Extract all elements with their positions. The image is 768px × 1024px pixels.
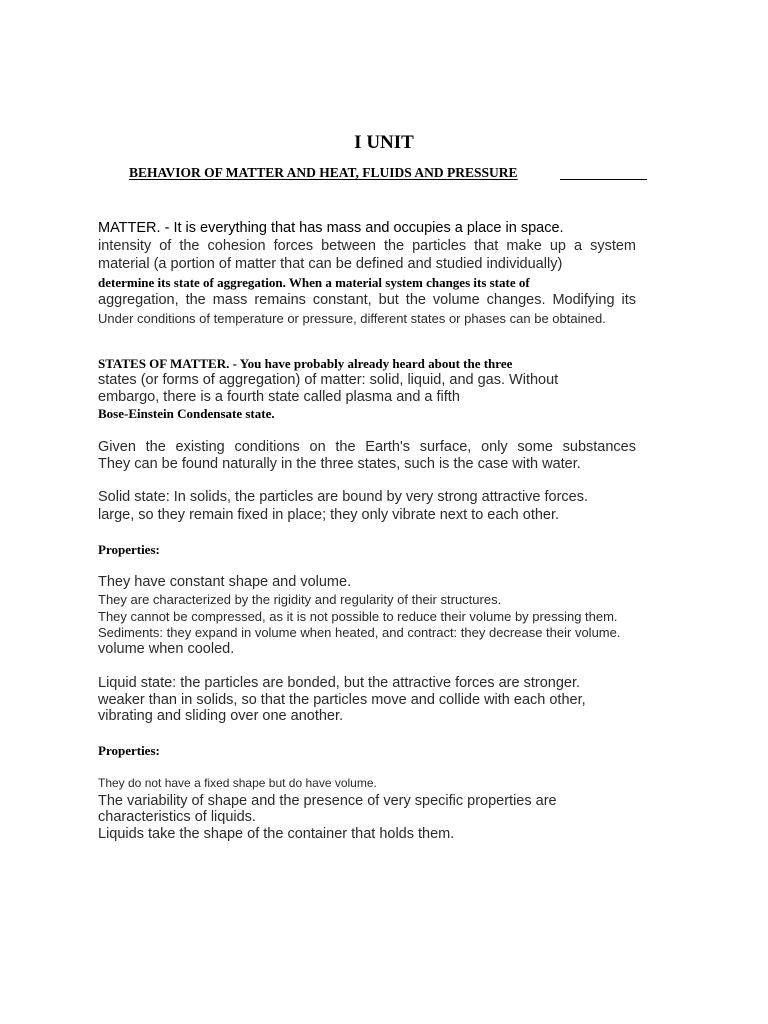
solid-property-1: They have constant shape and volume.: [98, 574, 352, 590]
conditions-line-1: Given the existing conditions on the Earth's surface, only some substances: [98, 439, 636, 455]
liquid-line-1: Liquid state: the particles are bonded, but the attractive forces are stronger.: [98, 675, 581, 691]
section-subtitle: BEHAVIOR OF MATTER AND HEAT, FLUIDS AND PRESSURE: [129, 165, 518, 180]
solid-property-5: volume when cooled.: [98, 641, 235, 657]
conditions-line-2: They can be found naturally in the three states, such is the case with water.: [98, 456, 581, 472]
liquid-line-2: weaker than in solids, so that the particles move and collide with each other,: [98, 692, 586, 708]
subtitle-underline: [560, 179, 647, 180]
matter-line-2: intensity of the cohesion forces between the particles that make up a system: [98, 238, 636, 254]
states-line-3: embargo, there is a fourth state called plasma and a fifth: [98, 389, 460, 405]
matter-line-5: aggregation, the mass remains constant, but the volume changes. Modifying its: [98, 292, 636, 308]
liquid-property-2: The variability of shape and the presence of very specific properties are: [98, 793, 557, 809]
solid-property-3: They cannot be compressed, as it is not possible to reduce their volume by pressing them.: [98, 609, 618, 624]
matter-line-1: MATTER. - It is everything that has mass and occupies a place in space.: [98, 220, 564, 236]
states-line-2: states (or forms of aggregation) of matter: solid, liquid, and gas. Without: [98, 372, 559, 388]
page-title: I UNIT: [354, 132, 414, 153]
states-line-4: Bose-Einstein Condensate state.: [98, 406, 275, 421]
solid-line-2: large, so they remain fixed in place; they only vibrate next to each other.: [98, 507, 560, 523]
solid-line-1: Solid state: In solids, the particles are bound by very strong attractive forces.: [98, 489, 589, 505]
properties-heading-liquid: Properties:: [98, 743, 160, 758]
liquid-property-4: Liquids take the shape of the container that holds them.: [98, 826, 455, 842]
liquid-property-1: They do not have a fixed shape but do have volume.: [98, 776, 377, 790]
solid-property-4: Sediments: they expand in volume when heated, and contract: they decrease their volume.: [98, 625, 621, 640]
liquid-line-3: vibrating and sliding over one another.: [98, 708, 344, 724]
solid-property-2: They are characterized by the rigidity and regularity of their structures.: [98, 592, 502, 607]
properties-heading-solid: Properties:: [98, 542, 160, 557]
matter-line-4: determine its state of aggregation. When a material system changes its state of: [98, 275, 530, 290]
matter-line-3: material (a portion of matter that can be defined and studied individually): [98, 256, 563, 272]
matter-line-6: Under conditions of temperature or pressure, different states or phases can be obtained.: [98, 311, 606, 326]
liquid-property-3: characteristics of liquids.: [98, 809, 256, 825]
states-line-1: STATES OF MATTER. - You have probably already heard about the three: [98, 356, 513, 371]
